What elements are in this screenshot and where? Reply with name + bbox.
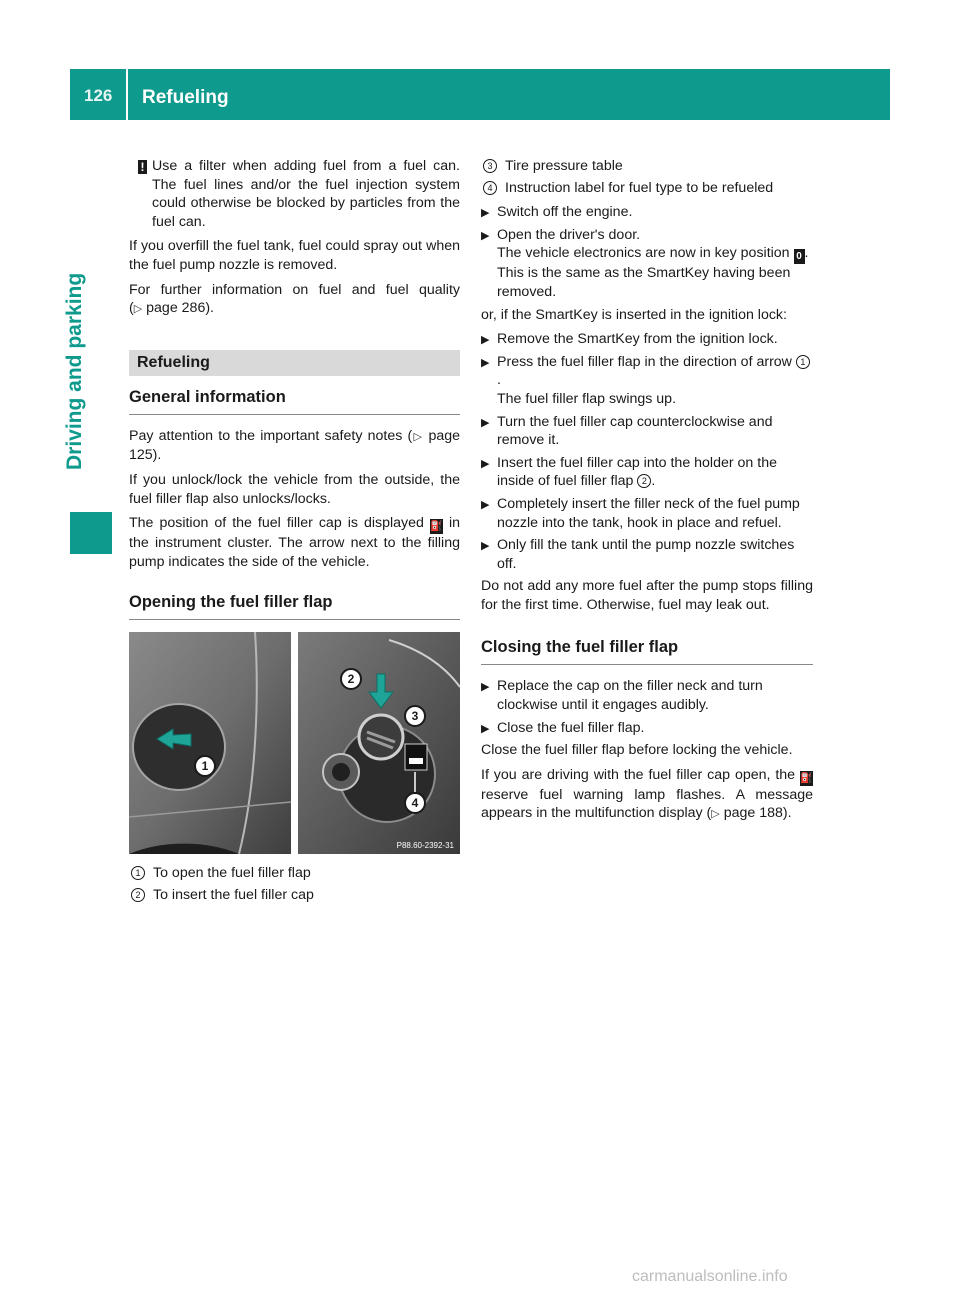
safety-notes-page-link[interactable]: page 125). [129, 427, 460, 464]
figure-code: P88.60-2392-31 [396, 841, 454, 851]
safety-notes-paragraph [129, 427, 460, 465]
fuel-pump-icon: ⛽ [800, 772, 813, 784]
warning-icon: ! [138, 160, 147, 174]
step-arrow-icon: ▶ [481, 457, 490, 470]
callout-number: 1 [796, 355, 810, 369]
page-header [70, 69, 890, 120]
instruction-step [481, 719, 813, 738]
chapter-tab-marker [70, 512, 112, 554]
fuel-filler-illustration [129, 632, 460, 854]
svg-text:4: 4 [411, 796, 419, 811]
further-info-paragraph [129, 281, 460, 319]
step-arrow-icon: ▶ [481, 681, 490, 694]
filler-position-paragraph [129, 514, 460, 571]
step-text: Switch off the engine. [497, 204, 633, 221]
further-info-page-link[interactable]: page 286). [146, 300, 214, 317]
step-text: Insert the fuel filler cap into the holder on the inside of fuel filler flap [497, 454, 777, 490]
instruction-step [481, 536, 813, 573]
page-title: Refueling [142, 87, 229, 108]
driving-text-a: If you are driving with the fuel filler cap open, the [481, 766, 796, 783]
cross-reference-icon: ▷ [133, 303, 143, 316]
step-text: . [651, 473, 656, 490]
step-arrow-icon: ▶ [481, 416, 490, 429]
step-text: Close the fuel filler flap. [497, 719, 645, 736]
callout-number: 2 [637, 474, 651, 488]
safety-notes-text: Pay attention to the important safety notes ( [129, 427, 413, 444]
step-arrow-icon: ▶ [481, 334, 490, 347]
section-heading-refueling: Refueling [129, 350, 460, 376]
general-information-heading: General information [129, 386, 460, 415]
legend-text: To open the fuel filler flap [153, 865, 311, 882]
step-note: . This is the same as the SmartKey having been removed. [497, 245, 809, 300]
step-text: Remove the SmartKey from the ignition lock. [497, 331, 778, 348]
legend-text: Tire pressure table [505, 158, 623, 174]
do-not-add-paragraph: Do not add any more fuel after the pump stops filling for the first time. Otherwise, fuel may leak out. [481, 578, 813, 613]
right-column [481, 157, 813, 830]
step-arrow-icon: ▶ [481, 540, 490, 553]
step-text: Open the driver's door. [497, 226, 641, 243]
cross-reference-icon: ▷ [412, 430, 424, 443]
step-arrow-icon: ▶ [481, 722, 490, 735]
close-before-locking-paragraph: Close the fuel filler flap before locking the vehicle. [481, 742, 793, 759]
step-text: Completely insert the filler neck of the fuel pump nozzle into the tank, hook in place and refuel. [497, 495, 800, 531]
step-arrow-icon: ▶ [481, 229, 490, 242]
step-arrow-icon: ▶ [481, 207, 490, 220]
legend-item [129, 886, 460, 905]
step-arrow-icon: ▶ [481, 498, 490, 511]
step-text: Press the fuel filler flap in the direction of arrow [497, 353, 792, 370]
step-text: Turn the fuel filler cap counterclockwise and remove it. [497, 413, 773, 449]
instruction-step [481, 353, 813, 409]
instruction-step [481, 413, 813, 450]
svg-text:3: 3 [411, 709, 419, 724]
svg-text:1: 1 [201, 759, 209, 774]
svg-text:2: 2 [347, 672, 355, 687]
legend-item [129, 864, 460, 883]
warning-note [129, 157, 460, 231]
instruction-step [481, 203, 813, 222]
legend-text: To insert the fuel filler cap [153, 886, 314, 903]
further-info-text: For further information on fuel and fuel quality ( [129, 281, 460, 317]
multifunction-display-page-link[interactable]: page 188). [723, 805, 792, 822]
opening-flap-heading: Opening the fuel filler flap [129, 591, 460, 620]
legend-number: 1 [131, 866, 145, 880]
watermark: carmanualsonline.info [632, 1268, 788, 1285]
fuel-filler-flap [133, 704, 225, 790]
legend-item [481, 179, 813, 198]
unlock-paragraph: If you unlock/lock the vehicle from the outside, the fuel filler flap also unlocks/locks. [129, 471, 460, 507]
driving-text-b: reserve fuel warning lamp flashes. A message appears in the multifunction display ( [481, 786, 813, 822]
step-text: Only fill the tank until the pump nozzle switches off. [497, 537, 795, 572]
instruction-step [481, 495, 813, 532]
legend-item [481, 157, 813, 176]
closing-flap-heading: Closing the fuel filler flap [481, 636, 813, 665]
instruction-step [481, 330, 813, 349]
driving-open-cap-paragraph [481, 766, 813, 824]
fuel-pump-icon: ⛽ [430, 521, 443, 533]
chapter-tab-text: Driving and parking [63, 272, 86, 470]
fuel-filler-flap-figure [129, 632, 460, 854]
step-text: . [497, 372, 501, 389]
warning-text: Use a filter when adding fuel from a fuel can. The fuel lines and/or the fuel injection system could otherwise be blocked by particles from the fuel can. [152, 158, 460, 230]
instruction-step [481, 677, 813, 714]
filler-position-text-a: The position of the fuel filler cap is displayed [129, 515, 424, 532]
legend-number: 3 [483, 159, 497, 173]
page-number: 126 [84, 86, 113, 105]
header-divider [126, 69, 128, 120]
step-arrow-icon: ▶ [481, 356, 490, 369]
left-column [129, 157, 460, 908]
legend-number: 4 [483, 181, 497, 195]
instruction-step [481, 454, 813, 491]
legend-text: Instruction label for fuel type to be refueled [505, 179, 774, 196]
step-note: The fuel filler flap swings up. [497, 390, 677, 407]
step-note: The vehicle electronics are now in key position [497, 245, 790, 262]
instruction-step [481, 226, 813, 302]
filler-position-text-b: in the instrument cluster. The arrow next to the filling pump indicates the side of the vehicle. [129, 515, 460, 570]
step-text: Replace the cap on the filler neck and turn clockwise until it engages audibly. [497, 678, 763, 714]
or-paragraph: or, if the SmartKey is inserted in the ignition lock: [481, 306, 787, 323]
cross-reference-icon: ▷ [711, 808, 720, 821]
legend-number: 2 [131, 888, 145, 902]
key-position-icon: 0 [794, 249, 805, 264]
overfill-paragraph: If you overfill the fuel tank, fuel could spray out when the fuel pump nozzle is removed. [129, 238, 460, 273]
